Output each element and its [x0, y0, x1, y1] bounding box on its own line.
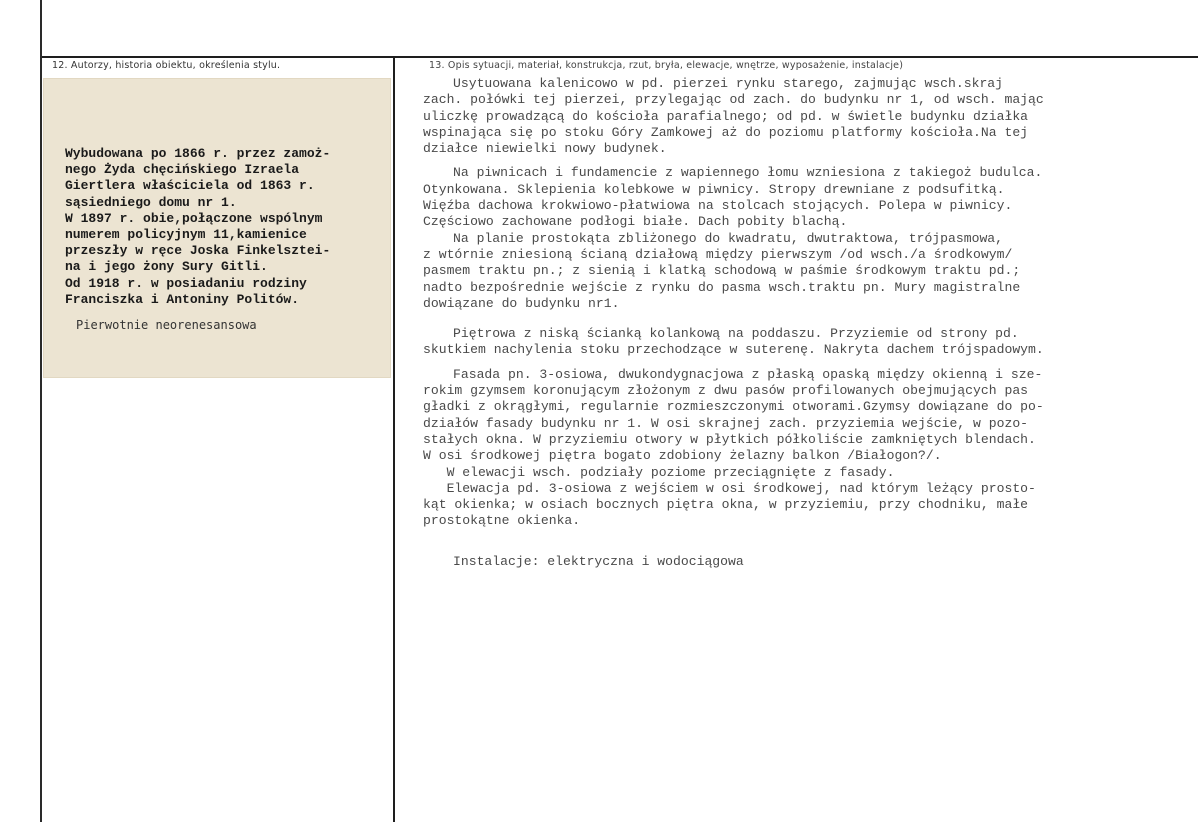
text-line: Otynkowana. Sklepienia kolebkowe w piwnicy. Stropy drewniane z podsufitką.	[423, 181, 1005, 197]
text-line: działów fasady budynku nr 1. W osi skrajnej zach. przyziemia wejście, w pozo-	[423, 415, 1029, 431]
text-line: nadto bezpośrednie wejście z rynku do pasma wsch.traktu pn. Mury magistralne	[423, 279, 1021, 295]
history-line: Wybudowana po 1866 r. przez zamoż-	[65, 146, 331, 161]
text-line: W osi środkowej piętra bogato zdobiony żelazny balkon /Białogon?/.	[423, 448, 942, 464]
paragraph-location	[423, 76, 1183, 157]
text-line: wspinająca się po stoku Góry Zamkowej aż do poziomu platformy kościoła.Na tej	[423, 124, 1029, 140]
text-line: Częściowo zachowane podłogi białe. Dach pobity blachą.	[423, 214, 848, 230]
header-rule	[42, 56, 1198, 58]
history-line: Franciszka i Antoniny Politów.	[65, 291, 300, 307]
pasted-history-slip	[43, 78, 391, 378]
text-line: Usytuowana kalenicowo w pd. pierzei rynku starego, zajmując wsch.skraj	[453, 76, 1004, 91]
text-line: W elewacji wsch. podziały poziome przeciągnięte z fasady.	[423, 464, 895, 480]
column-divider	[393, 58, 395, 822]
history-line: na i jego żony Sury Gitli.	[65, 259, 268, 275]
paragraph-construction	[423, 165, 1183, 312]
text-line: skutkiem nachylenia stoku przechodzące w suterenę. Nakryta dachem trójspadowym.	[423, 342, 1044, 358]
paragraph-facade	[423, 367, 1183, 530]
history-line: W 1897 r. obie,połączone wspólnym	[65, 210, 323, 226]
style-designation: Pierwotnie neorenesansowa	[76, 318, 257, 332]
text-line: kąt okienka; w osiach bocznych piętra okna, w przyziemiu, przy chodniku, małe	[423, 497, 1029, 513]
installations-line: Instalacje: elektryczna i wodociągowa	[453, 553, 744, 569]
text-line: Więźba dachowa krokwiowo-płatwiowa na stolcach stojących. Polepa w piwnicy.	[423, 198, 1013, 214]
text-line: z wtórnie zniesioną ścianą działową między pierwszym /od wsch./a środkowym/	[423, 246, 1013, 262]
text-line: gładki z okrągłymi, regularnie rozmieszczonymi otworami.Gzymsy dowiązane do po-	[423, 399, 1044, 415]
text-line: stałych okna. W przyziemiu otwory w płytkich półkoliście zamkniętych blendach.	[423, 431, 1036, 447]
paragraph-massing	[423, 326, 1183, 359]
description-text	[423, 76, 1183, 570]
text-line: Na planie prostokąta zbliżonego do kwadratu, dwutraktowa, trójpasmowa,	[453, 230, 1004, 246]
sheet-left-edge	[40, 0, 42, 822]
history-line: numerem policyjnym 11,kamienice	[65, 227, 307, 243]
history-line: nego Żyda chęcińskiego Izraela	[65, 162, 300, 178]
text-line: prostokątne okienka.	[423, 513, 581, 529]
section-12-heading: 12. Autorzy, historia obiektu, określenia stylu.	[52, 60, 281, 71]
history-line: Od 1918 r. w posiadaniu rodziny	[65, 275, 307, 291]
text-line: Na piwnicach i fundamencie z wapiennego łomu wzniesiona z takiegoż budulca.	[453, 165, 1043, 181]
text-line: Fasada pn. 3-osiowa, dwukondygnacjowa z płaską opaską między okienną i sze-	[453, 366, 1043, 382]
history-line: przeszły w ręce Joska Finkelsztei-	[65, 243, 331, 259]
text-line: uliczkę prowadzącą do kościoła parafialnego; od pd. w świetle budynku działka	[423, 108, 1029, 124]
text-line: pasmem traktu pn.; z sienią i klatką schodową w paśmie środkowym traktu pd.;	[423, 263, 1021, 279]
history-text	[65, 146, 385, 308]
text-line: Elewacja pd. 3-osiowa z wejściem w osi środkowej, nad którym leżący prosto-	[423, 480, 1036, 496]
text-line: dowiązane do budynku nr1.	[423, 295, 620, 311]
history-line: sąsiedniego domu nr 1.	[65, 194, 237, 210]
text-line: zach. połówki tej pierzei, przylegając od zach. do budynku nr 1, od wsch. mając	[423, 92, 1044, 108]
history-line: Giertlera właściciela od 1863 r.	[65, 178, 315, 194]
section-13-heading: 13. Opis sytuacji, materiał, konstrukcja, rzut, bryła, elewacje, wnętrze, wyposażenie, instalacje)	[429, 60, 904, 71]
text-line: rokim gzymsem koronującym złożonym z dwu pasów profilowanych obejmujących pas	[423, 383, 1029, 399]
text-line: Piętrowa z niską ścianką kolankową na poddaszu. Przyziemie od strony pd.	[453, 326, 1019, 342]
text-line: działce niewielki nowy budynek.	[423, 141, 667, 157]
